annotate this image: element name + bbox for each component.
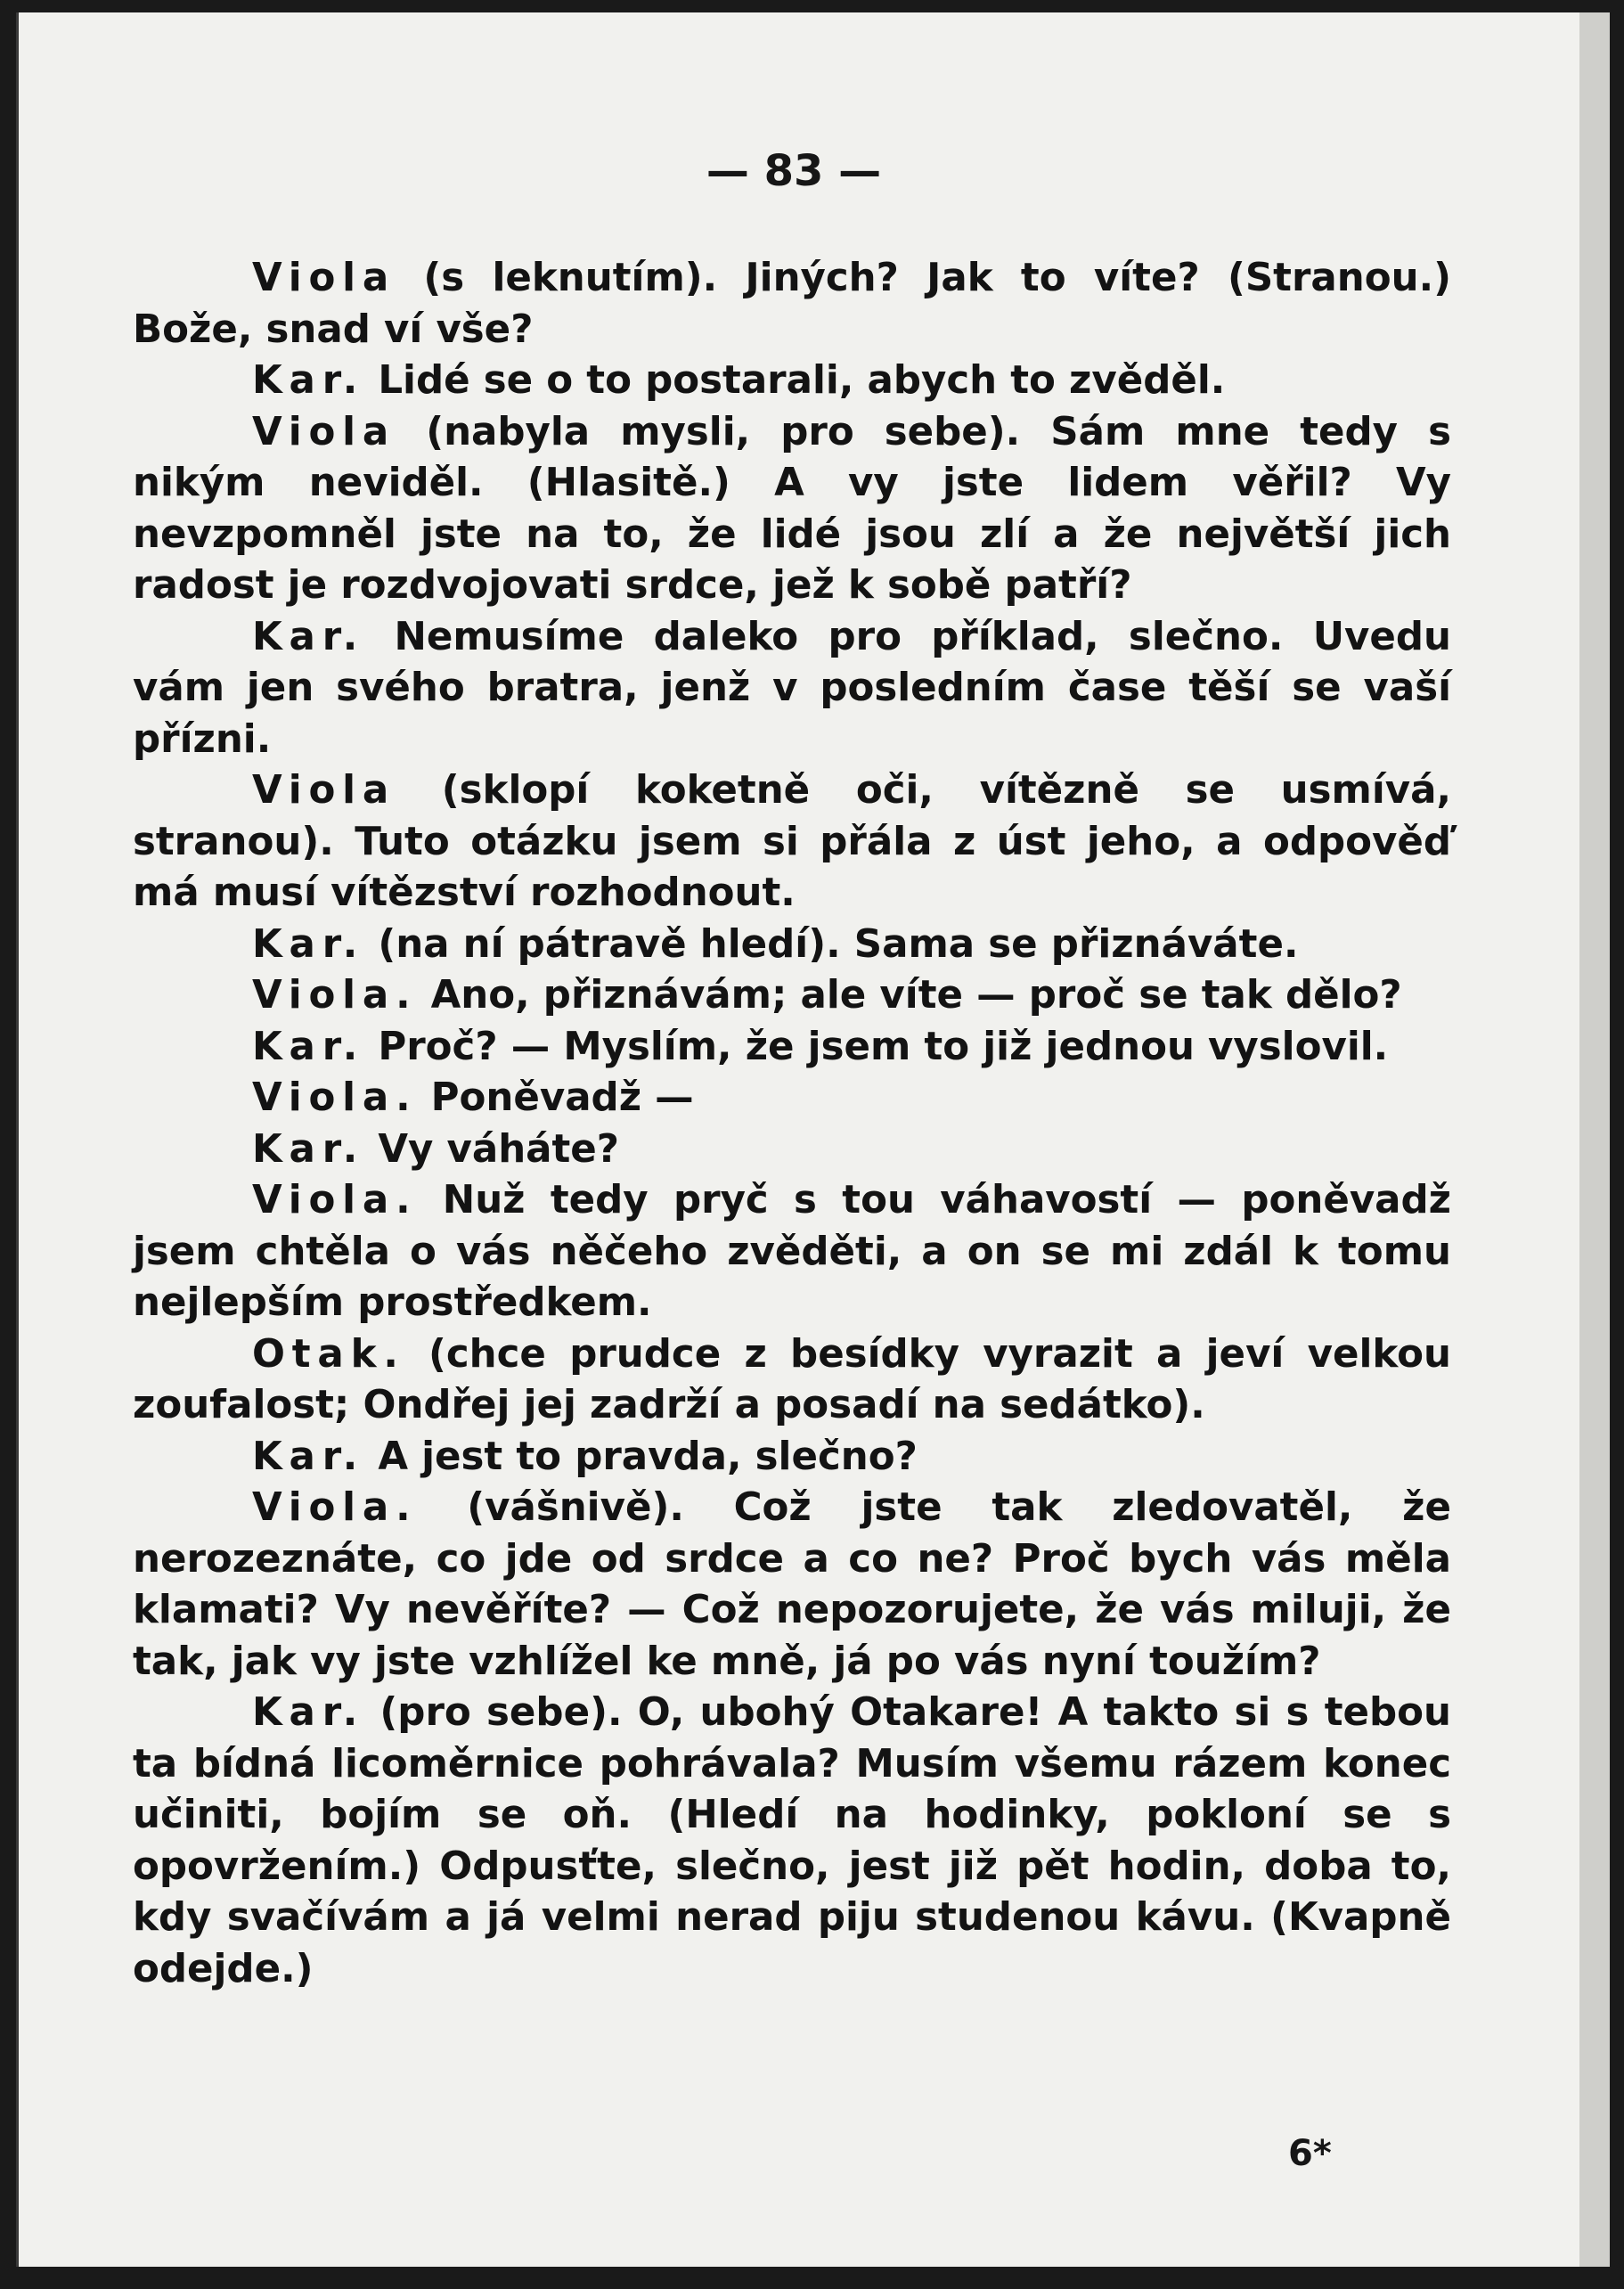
paragraph	[133, 1329, 1451, 1432]
speaker-name: Kar.	[252, 1024, 365, 1069]
page-edge	[1579, 12, 1610, 2267]
speaker-name: Kar.	[252, 614, 365, 659]
paragraph	[133, 1175, 1451, 1329]
paragraph	[133, 1073, 1451, 1124]
dialogue-text: (na ní pátravě hledí). Sama se přiznáváte.	[364, 921, 1299, 967]
dialogue-text: A jest to pravda, slečno?	[364, 1434, 918, 1479]
speaker-name: Kar.	[252, 1434, 365, 1479]
paragraph	[133, 1124, 1451, 1176]
dialogue-text: Proč? — Myslím, že jsem to již jednou vyslovil.	[364, 1024, 1389, 1069]
paragraph	[133, 407, 1451, 612]
speaker-name: Viola	[252, 409, 396, 454]
paragraph	[133, 612, 1451, 766]
dialogue-text: (s leknutím). Jiných? Jak to víte? (Stranou.) Bože, snad ví vše?	[133, 256, 1451, 352]
page-number: — 83 —	[706, 146, 882, 196]
speaker-name: Viola.	[252, 1075, 418, 1120]
paragraph	[133, 765, 1451, 920]
speaker-name: Viola.	[252, 1485, 418, 1530]
page-text	[133, 253, 1451, 1995]
dialogue-text: Vy váháte?	[364, 1126, 620, 1172]
speaker-name: Kar.	[252, 921, 365, 967]
paragraph	[133, 253, 1451, 356]
paragraph	[133, 970, 1451, 1022]
paragraph	[133, 920, 1451, 971]
speaker-name: Viola	[252, 256, 396, 300]
dialogue-text: Nemusíme daleko pro příklad, slečno. Uvedu vám jen svého bratra, jenž v posledním čase těší se vaší přízni.	[133, 614, 1451, 762]
speaker-name: Kar.	[252, 1690, 365, 1735]
dialogue-text: (vášnivě). Což jste tak zledovatěl, že nerozeznáte, co jde od srdce a co ne? Proč bych vás měla klamati? Vy nevěříte? — Což nepozorujete, že vás miluji, že tak, jak vy jste vzhlížel ke mně, já po vás nyní toužím?	[133, 1485, 1451, 1684]
dialogue-text: Ano, přiznávám; ale víte — proč se tak dělo?	[417, 973, 1402, 1018]
speaker-name: Kar.	[252, 1126, 365, 1172]
book-page	[16, 12, 1595, 2267]
paragraph	[133, 1483, 1451, 1688]
speaker-name: Viola.	[252, 1178, 418, 1222]
signature-mark: 6*	[1288, 2133, 1332, 2174]
dialogue-text: (sklopí koketně oči, vítězně se usmívá, stranou). Tuto otázku jsem si přála z úst jeho, a odpověď má musí vítězství rozhodnout.	[133, 768, 1451, 915]
speaker-name: Kar.	[252, 358, 365, 403]
speaker-name: Otak.	[252, 1331, 405, 1377]
dialogue-text: Poněvadž —	[417, 1075, 694, 1120]
paragraph	[133, 1688, 1451, 1995]
dialogue-text: Nuž tedy pryč s tou váhavostí — poněvadž jsem chtěla o vás něčeho zvěděti, a on se mi zdál k tomu nejlepším prostředkem.	[133, 1178, 1451, 1325]
dialogue-text: (pro sebe). O, ubohý Otakare! A takto si s tebou ta bídná licoměrnice pohrávala? Musím všemu rázem konec učiniti, bojím se oň. (Hledí na hodinky, pokloní se s opovržením.) Odpusťte, slečno, jest již pět hodin, doba to, kdy svačívám a já velmi nerad piju studenou kávu. (Kvapně odejde.)	[133, 1690, 1451, 1991]
speaker-name: Viola	[252, 768, 396, 813]
paragraph	[133, 1432, 1451, 1484]
dialogue-text: Lidé se o to postarali, abych to zvěděl.	[364, 358, 1226, 403]
dialogue-text: (chce prudce z besídky vyrazit a jeví velkou zoufalost; Ondřej jej zadrží a posadí na sedátko).	[133, 1331, 1451, 1427]
paragraph	[133, 1022, 1451, 1074]
dialogue-text: (nabyla mysli, pro sebe). Sám mne tedy s nikým neviděl. (Hlasitě.) A vy jste lidem věřil? Vy nevzpomněl jste na to, že lidé jsou zlí a že největší jich radost je rozdvojovati srdce, jež k sobě patří?	[133, 409, 1451, 608]
paragraph	[133, 356, 1451, 407]
speaker-name: Viola.	[252, 973, 418, 1018]
